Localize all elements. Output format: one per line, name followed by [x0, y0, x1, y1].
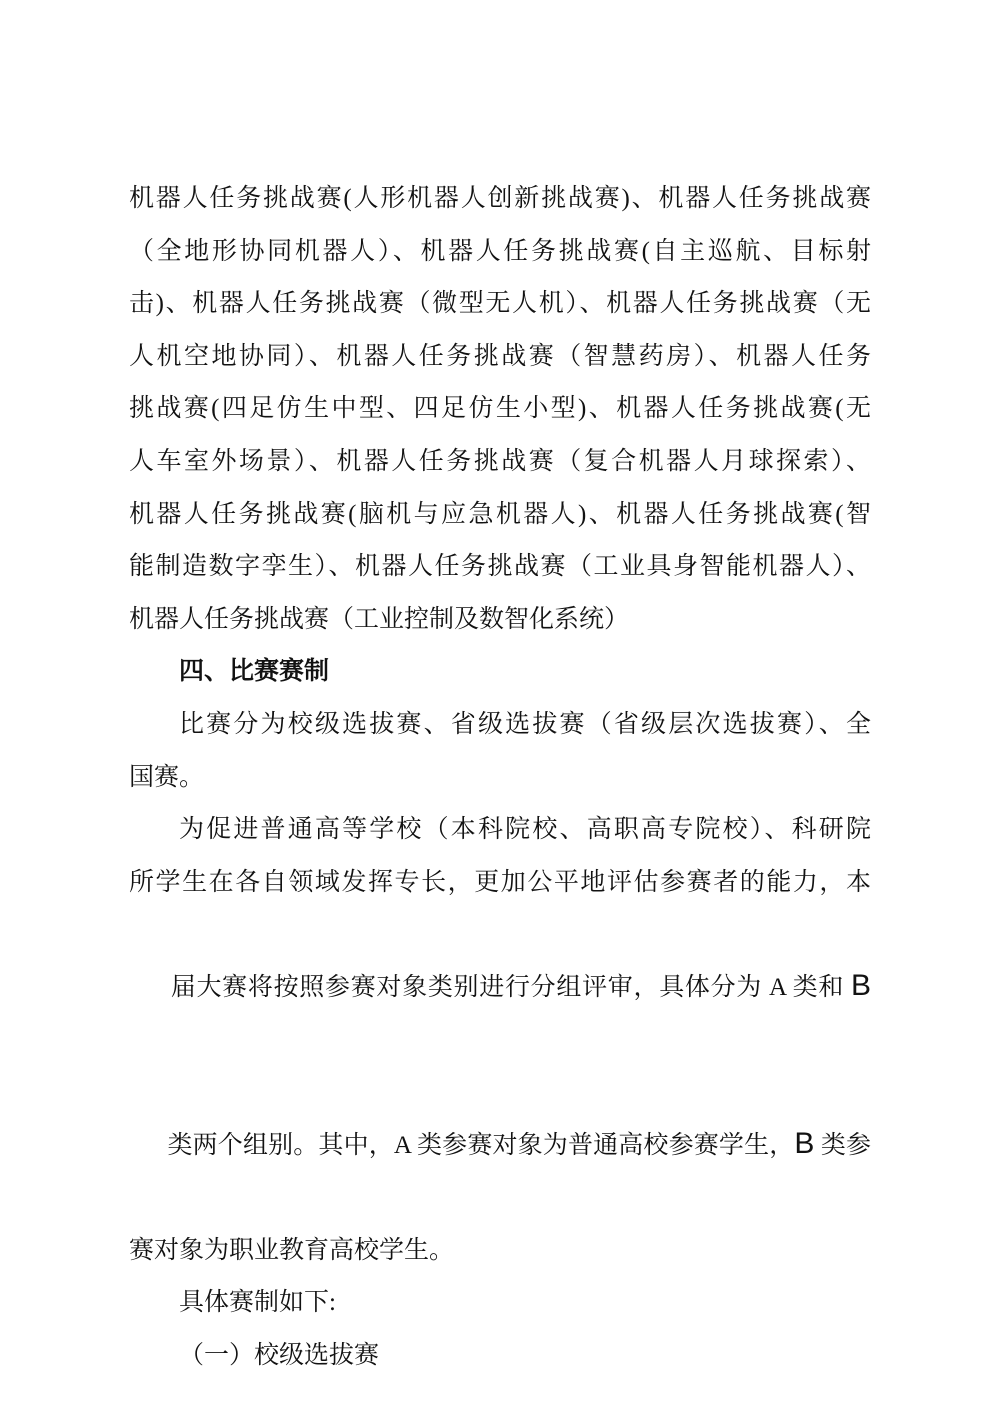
- text-line: 击)、机器人任务挑战赛（微型无人机）、机器人任务挑战赛（无: [129, 290, 871, 318]
- document-body: [129, 173, 871, 1383]
- text-line: 机器人任务挑战赛(人形机器人创新挑战赛)、机器人任务挑战赛: [129, 185, 871, 212]
- text-line: 能制造数字孪生）、机器人任务挑战赛（工业具身智能机器人）、: [129, 553, 871, 581]
- paragraph-line: 国赛。: [129, 763, 205, 791]
- text-line: 人车室外场景）、机器人任务挑战赛（复合机器人月球探索）、: [129, 447, 871, 475]
- paragraph-line: [129, 1067, 871, 1225]
- paragraph-line: 为促进普通高等学校（本科院校、高职高专院校）、科研院: [179, 816, 871, 844]
- text-line: 机器人任务挑战赛（工业控制及数智化系统）: [129, 605, 630, 633]
- paragraph-text: 类参: [814, 1131, 871, 1159]
- paragraph-line: 比赛分为校级选拔赛、省级选拔赛（省级层次选拔赛）、全: [179, 710, 871, 738]
- text-line: 挑战赛(四足仿生中型、四足仿生小型)、机器人任务挑战赛(无: [129, 395, 871, 423]
- text-line: 机器人任务挑战赛(脑机与应急机器人)、机器人任务挑战赛(智: [129, 500, 871, 528]
- paragraph-line: 赛对象为职业教育高校学生。: [129, 1236, 455, 1264]
- paragraph-line: 所学生在各自领域发挥专长，更加公平地评估参赛者的能力，本: [129, 868, 871, 896]
- paragraph-text: 类两个组别。其中，A 类参赛对象为普通高校参赛学生，: [167, 1131, 795, 1159]
- paragraph-line: 具体赛制如下:: [179, 1289, 336, 1317]
- text-line: 人机空地协同）、机器人任务挑战赛（智慧药房）、机器人任务: [129, 342, 871, 370]
- group-b-label: B: [794, 1126, 815, 1160]
- paragraph-line: [129, 909, 871, 1067]
- group-b-label: B: [850, 968, 871, 1002]
- text-line: （全地形协同机器人）、机器人任务挑战赛(自主巡航、目标射: [129, 237, 871, 265]
- section-heading: 四、比赛赛制: [179, 658, 330, 686]
- paragraph-text: 届大赛将按照参赛对象类别进行分组评审，具体分为 A 类和: [170, 973, 851, 1001]
- subsection-heading: （一）校级选拔赛: [179, 1342, 380, 1370]
